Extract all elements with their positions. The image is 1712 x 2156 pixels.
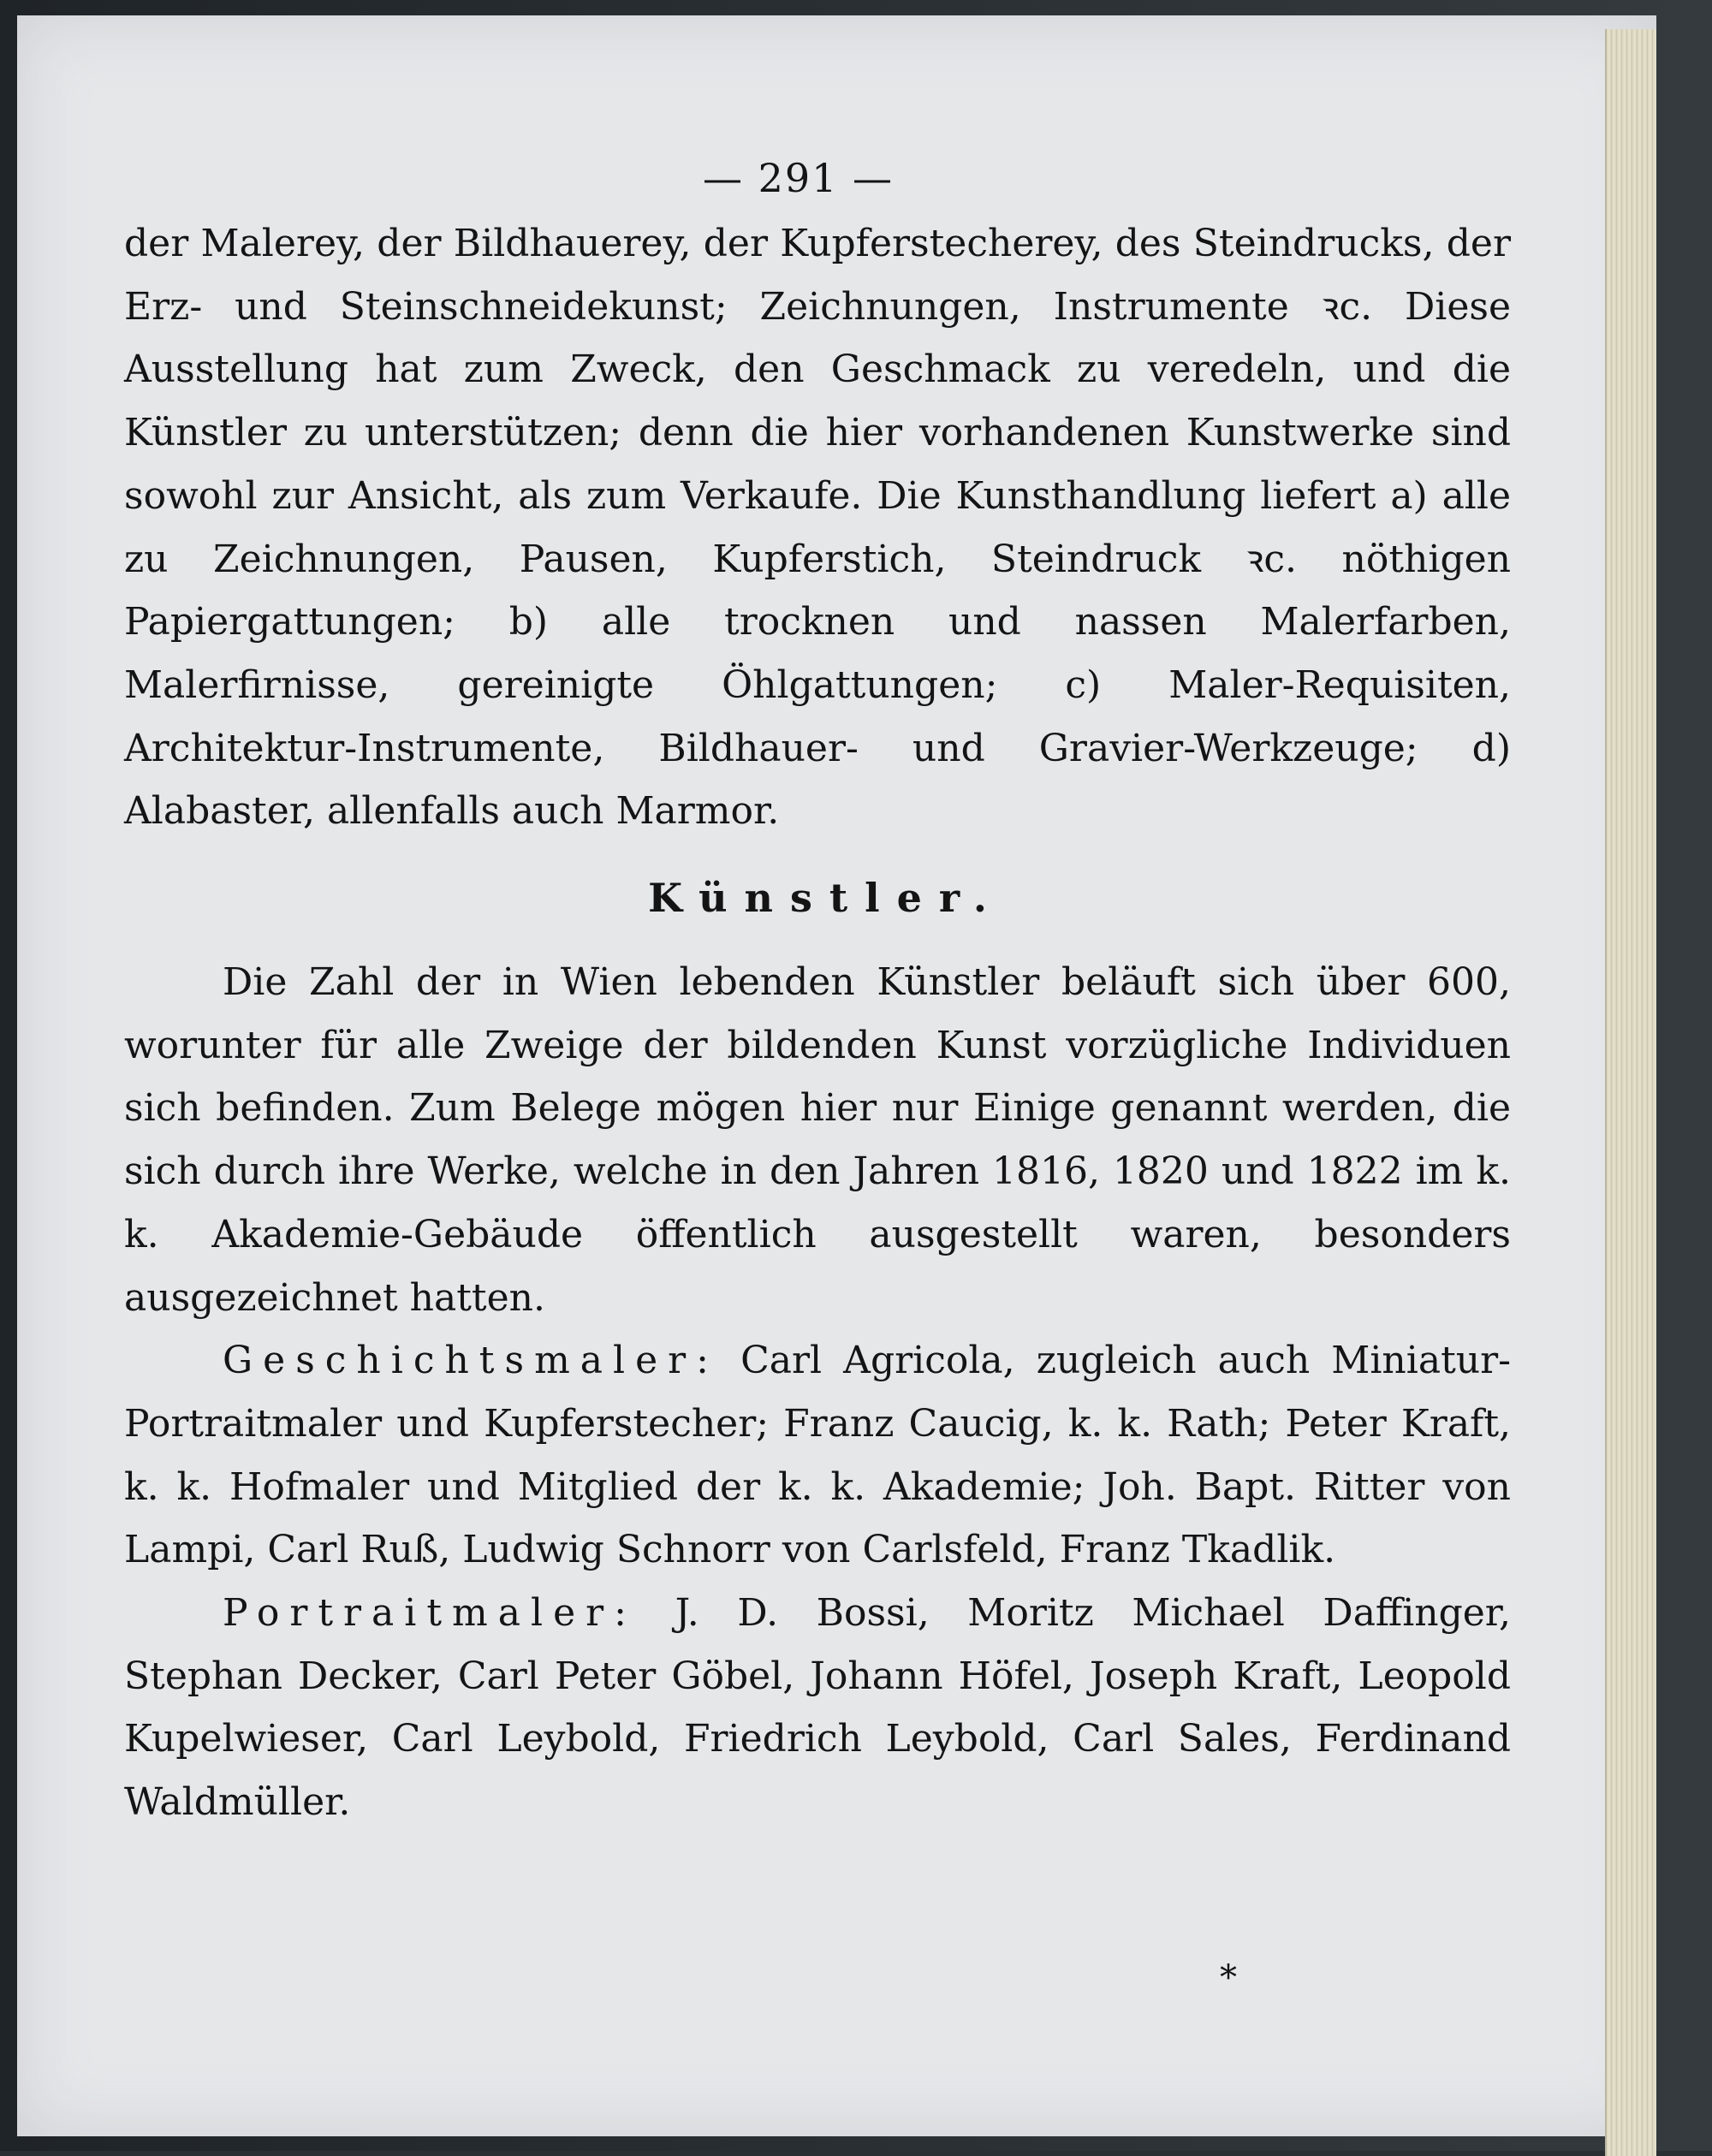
page-edges xyxy=(1605,29,1656,2156)
history-painters-label: Geschichtsmaler: xyxy=(223,1339,719,1383)
history-painters-text: Carl Agricola, zugleich auch Miniatur-Portraitmaler und Kupferstecher; Franz Caucig, k. k. Rath; Peter Kraft, k. k. Hofmaler und Mitglied der k. k. Akademie; Joh. Bapt. Ritter von Lampi, Carl Ruß, Ludwig Schnorr von Carlsfeld, Franz Tkadlik. xyxy=(124,1339,1511,1572)
footer-asterisk: * xyxy=(1220,1958,1237,1998)
portrait-painters-text: J. D. Bossi, Moritz Michael Daffinger, Stephan Decker, Carl Peter Göbel, Johann Höfel, Joseph Kraft, Leopold Kupelwieser, Carl Leybold, Friedrich Leybold, Carl Sales, Ferdinand Waldmüller. xyxy=(124,1591,1511,1825)
page-number: — 291 — xyxy=(702,155,895,201)
portrait-painters-label: Portraitmaler: xyxy=(223,1591,637,1636)
section-heading: Künstler. xyxy=(648,875,1004,922)
text-block xyxy=(124,144,1511,1834)
intro-paragraph: der Malerey, der Bildhauerey, der Kupferstecherey, des Steindrucks, der Erz- und Steinschneidekunst; Zeichnungen, Instrumente ꝛc. Diese Ausstellung hat zum Zweck, den Geschmack zu veredeln, und die Künstler zu unterstützen; denn die hier vorhandenen Kunstwerke sind sowohl zur Ansicht, als zum Verkaufe. Die Kunsthandlung liefert a) alle zu Zeichnungen, Pausen, Kupferstich, Steindruck ꝛc. nöthigen Papiergattungen; b) alle trocknen und nassen Malerfarben, Malerfirnisse, gereinigte Öhlgattungen; c) Maler-Requisiten, Architektur-Instrumente, Bildhauer- und Gravier-Werkzeuge; d) Alabaster, allenfalls auch Marmor. xyxy=(124,222,1511,834)
book-page xyxy=(17,15,1656,2136)
section-paragraph: Die Zahl der in Wien lebenden Künstler beläuft sich über 600, worunter für alle Zweige der bildenden Kunst vorzügliche Individuen sich befinden. Zum Belege mögen hier nur Einige genannt werden, die sich durch ihre Werke, welche in den Jahren 1816, 1820 und 1822 im k. k. Akademie-Gebäude öffentlich ausgestellt waren, besonders ausgezeichnet hatten. xyxy=(124,960,1511,1320)
portrait-painters-paragraph xyxy=(124,1582,1511,1834)
history-painters-paragraph xyxy=(124,1329,1511,1582)
